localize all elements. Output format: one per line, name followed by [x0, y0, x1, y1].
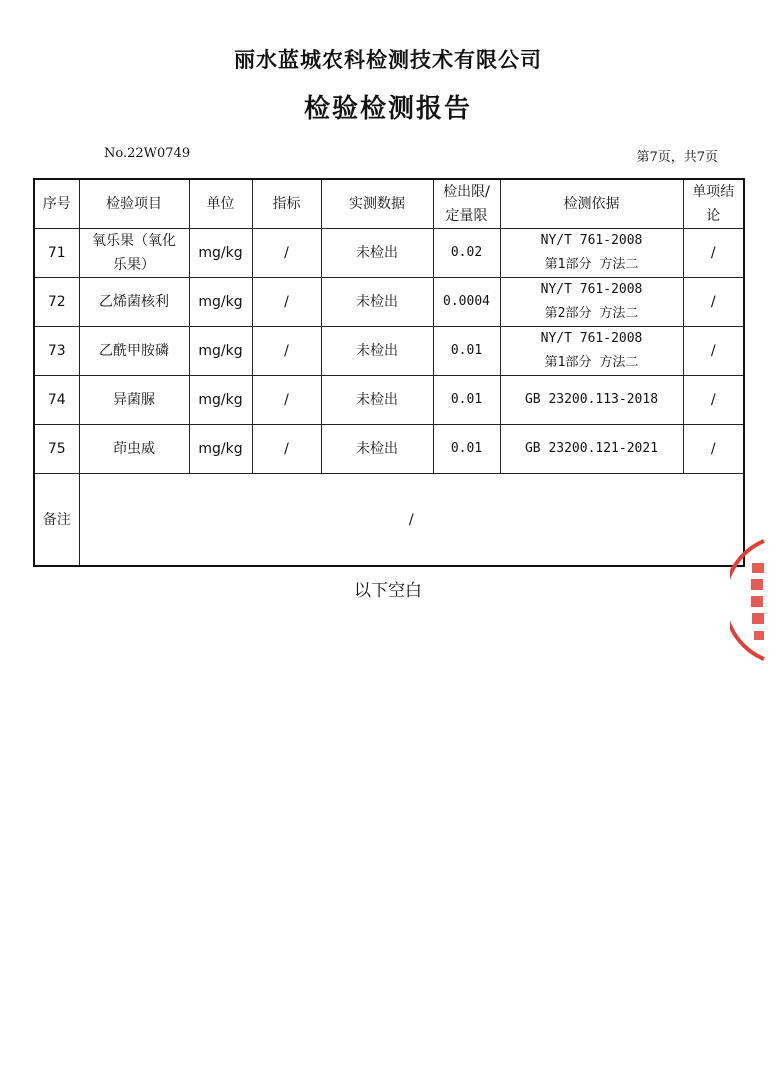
- report-number: No.22W0749: [104, 146, 191, 161]
- header-cell-index: 指标: [252, 179, 321, 229]
- table-row: [34, 327, 744, 376]
- header-cell-conclusion: 单项结论: [683, 179, 744, 229]
- header-cell-basis: 检测依据: [500, 179, 683, 229]
- basis-cell-line: GB 23200.113-2018: [524, 392, 659, 407]
- result-cell: 未检出: [321, 327, 433, 376]
- unit-cell: mg/kg: [189, 278, 252, 327]
- index-cell: /: [252, 278, 321, 327]
- basis-cell-line: NY/T 761-2008: [540, 233, 643, 248]
- row-number: 74: [34, 376, 79, 425]
- unit-cell: mg/kg: [189, 229, 252, 278]
- basis-cell: [500, 327, 683, 376]
- remark-label: 备注: [34, 474, 79, 567]
- basis-cell: [500, 425, 683, 474]
- test-item-line: 乙酰甲胺磷: [99, 343, 169, 359]
- index-cell: /: [252, 425, 321, 474]
- basis-cell: [500, 376, 683, 425]
- test-item: [79, 376, 189, 425]
- table-row: [34, 229, 744, 278]
- conclusion-cell: /: [683, 425, 744, 474]
- unit-cell: mg/kg: [189, 327, 252, 376]
- row-number: 71: [34, 229, 79, 278]
- header-cell-result: 实测数据: [321, 179, 433, 229]
- table-row: [34, 278, 744, 327]
- company-seal-stamp: [730, 535, 776, 665]
- basis-cell-line: GB 23200.121-2021: [524, 441, 659, 456]
- result-cell: 未检出: [321, 229, 433, 278]
- remark-value: /: [79, 474, 744, 567]
- limit-cell: 0.0004: [433, 278, 500, 327]
- table-header-row: [34, 179, 744, 229]
- table-row: [34, 376, 744, 425]
- result-cell: 未检出: [321, 425, 433, 474]
- test-item: [79, 229, 189, 278]
- basis-cell: [500, 229, 683, 278]
- table-row: [34, 425, 744, 474]
- test-item-line: 异菌脲: [113, 392, 155, 408]
- page-info: 第7页，共7页: [636, 150, 718, 165]
- company-name: 丽水蓝城农科检测技术有限公司: [234, 48, 542, 72]
- conclusion-cell: /: [683, 278, 744, 327]
- basis-cell-line: 第1部分 方法二: [544, 355, 639, 370]
- unit-cell: mg/kg: [189, 425, 252, 474]
- conclusion-cell: /: [683, 376, 744, 425]
- basis-cell-line: NY/T 761-2008: [540, 282, 643, 297]
- limit-cell: 0.01: [433, 327, 500, 376]
- row-number: 72: [34, 278, 79, 327]
- limit-cell: 0.01: [433, 376, 500, 425]
- basis-cell: [500, 278, 683, 327]
- header-cell-item: 检验项目: [79, 179, 189, 229]
- results-table: [33, 178, 745, 567]
- limit-cell: 0.02: [433, 229, 500, 278]
- basis-cell-line: 第1部分 方法二: [544, 257, 639, 272]
- test-item: [79, 278, 189, 327]
- report-title: 检验检测报告: [303, 94, 472, 124]
- test-item-line: 茚虫威: [113, 441, 155, 457]
- result-cell: 未检出: [321, 278, 433, 327]
- seal-text-fragments: [751, 563, 764, 640]
- index-cell: /: [252, 327, 321, 376]
- test-item: [79, 425, 189, 474]
- index-cell: /: [252, 229, 321, 278]
- unit-cell: mg/kg: [189, 376, 252, 425]
- test-item-line: 氧乐果（氧化: [92, 233, 176, 249]
- test-item-line: 乐果）: [113, 257, 155, 273]
- basis-cell-line: NY/T 761-2008: [540, 331, 643, 346]
- header-cell-limit: 检出限/定量限: [433, 179, 500, 229]
- conclusion-cell: /: [683, 327, 744, 376]
- index-cell: /: [252, 376, 321, 425]
- row-number: 73: [34, 327, 79, 376]
- header-cell-no: 序号: [34, 179, 79, 229]
- test-item: [79, 327, 189, 376]
- remark-row: [34, 474, 744, 567]
- blank-below-note: 以下空白: [354, 581, 422, 601]
- conclusion-cell: /: [683, 229, 744, 278]
- result-cell: 未检出: [321, 376, 433, 425]
- limit-cell: 0.01: [433, 425, 500, 474]
- test-item-line: 乙烯菌核利: [99, 294, 169, 310]
- header-cell-unit: 单位: [189, 179, 252, 229]
- row-number: 75: [34, 425, 79, 474]
- basis-cell-line: 第2部分 方法二: [544, 306, 639, 321]
